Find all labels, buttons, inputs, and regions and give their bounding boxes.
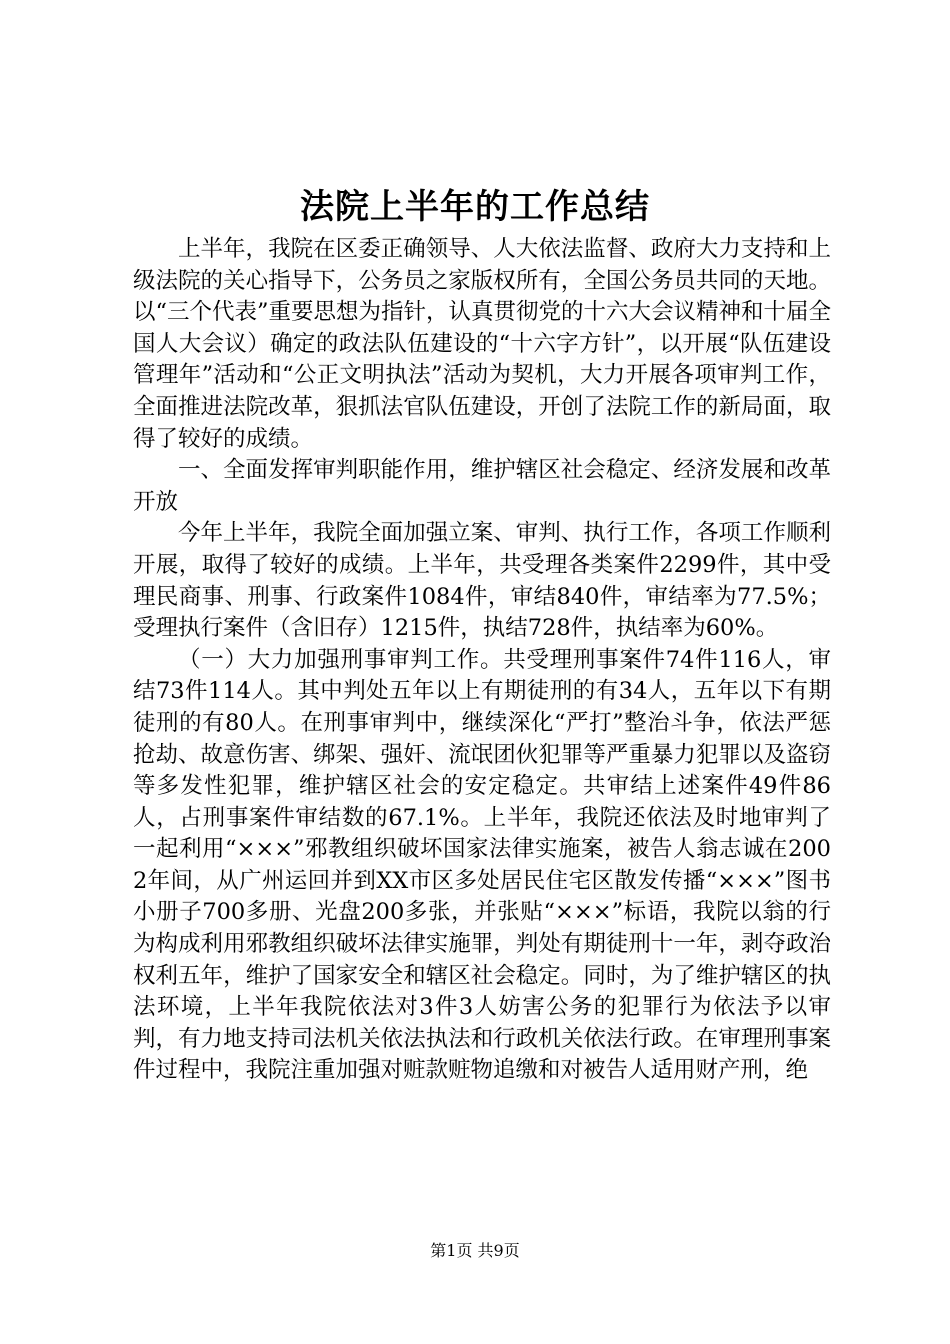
paragraph-criminal-trials: （一）大力加强刑事审判工作。共受理刑事案件74件116人，审结73件114人。其中判处五年以上有期徒刑的有34人，五年以下有期徒刑的有80人。在刑事审判中，继续深化“严打”整治斗争，依法严惩抢劫、故意伤害、绑架、强奸、流氓团伙犯罪等严重暴力犯罪以及盗窃等多发性犯罪，维护辖区社会的安定稳定。共审结上述案件49件86人，占刑事案件审结数的67.1%。上半年，我院还依法及时地审判了一起利用“×××”邪教组织破坏国家法律实施案，被告人翁志诚在2002年间，从广州运回并到XX市区多处居民住宅区散发传播“×××”图书小册子700多册、光盘200多张，并张贴“×××”标语，我院以翁的行为构成利用邪教组织破坏法律实施罪，判处有期徒刑十一年，剥夺政治权利五年，维护了国家安全和辖区社会稳定。同时，为了维护辖区的执法环境，上半年我院依法对3件3人妨害公务的犯罪行为依法予以审判，有力地支持司法机关依法执法和行政机关依法行政。在审理刑事案件过程中，我院注重加强对赃款赃物追缴和对被告人适用财产刑，绝 bbox=[133, 646, 831, 1084]
document-body bbox=[133, 234, 831, 1087]
page-number: 第1页 共9页 bbox=[430, 1241, 520, 1260]
paragraph-case-stats: 今年上半年，我院全面加强立案、审判、执行工作，各项工作顺利开展，取得了较好的成绩。上半年，共受理各类案件2299件，其中受理民商事、刑事、行政案件1084件，审结840件，审结率为77.5%；受理执行案件（含旧存）1215件，执结728件，执结率为60%。 bbox=[133, 520, 831, 642]
paragraph-intro: 上半年，我院在区委正确领导、人大依法监督、政府大力支持和上级法院的关心指导下，公务员之家版权所有，全国公务员共同的天地。以“三个代表”重要思想为指针，认真贯彻党的十六大会议精神和十届全国人大会议）确定的政法队伍建设的“十六字方针”，以开展“队伍建设管理年”活动和“公正文明执法”活动为契机，大力开展各项审判工作，全面推进法院改革，狠抓法官队伍建设，开创了法院工作的新局面，取得了较好的成绩。 bbox=[133, 236, 832, 452]
section-heading-1: 一、全面发挥审判职能作用，维护辖区社会稳定、经济发展和改革开放 bbox=[133, 457, 831, 515]
document-title: 法院上半年的工作总结 bbox=[300, 187, 650, 227]
